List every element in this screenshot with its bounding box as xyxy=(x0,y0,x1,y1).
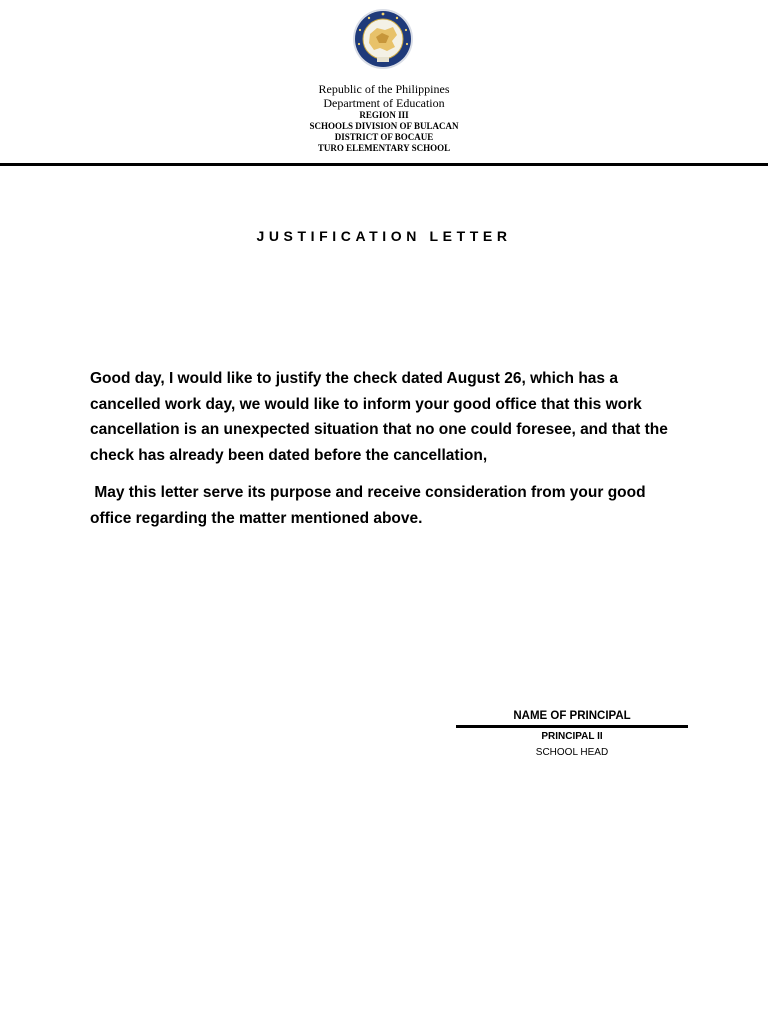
signatory-role: SCHOOL HEAD xyxy=(535,747,609,758)
letterhead xyxy=(0,82,768,154)
letter-paragraph-1: Good day, I would like to justify the check dated August 26, which has a cancelled work day, we would like to inform your good office that this work cancellation is an unexpected situation that no one could foresee, and that the check has already been dated before the cancellation, xyxy=(90,370,668,464)
letterhead-division: SCHOOLS DIVISION OF BULACAN xyxy=(309,121,459,131)
letterhead-district: DISTRICT OF BOCAUE xyxy=(334,132,434,142)
letterhead-department: Department of Education xyxy=(323,96,445,110)
signature-block xyxy=(456,708,688,762)
deped-seal-icon xyxy=(352,8,414,70)
signatory-position: PRINCIPAL II xyxy=(541,731,603,742)
signature-line xyxy=(456,725,688,728)
letterhead-region: REGION III xyxy=(359,110,409,120)
letterhead-divider xyxy=(0,163,768,166)
letterhead-country: Republic of the Philippines xyxy=(318,82,450,96)
letterhead-school: TURO ELEMENTARY SCHOOL xyxy=(317,143,451,153)
letter-paragraph-2: May this letter serve its purpose and receive consideration from your good office regarding the matter mentioned above. xyxy=(90,484,650,527)
signatory-name: NAME OF PRINCIPAL xyxy=(513,710,631,722)
document-title: JUSTIFICATION LETTER xyxy=(256,228,512,244)
